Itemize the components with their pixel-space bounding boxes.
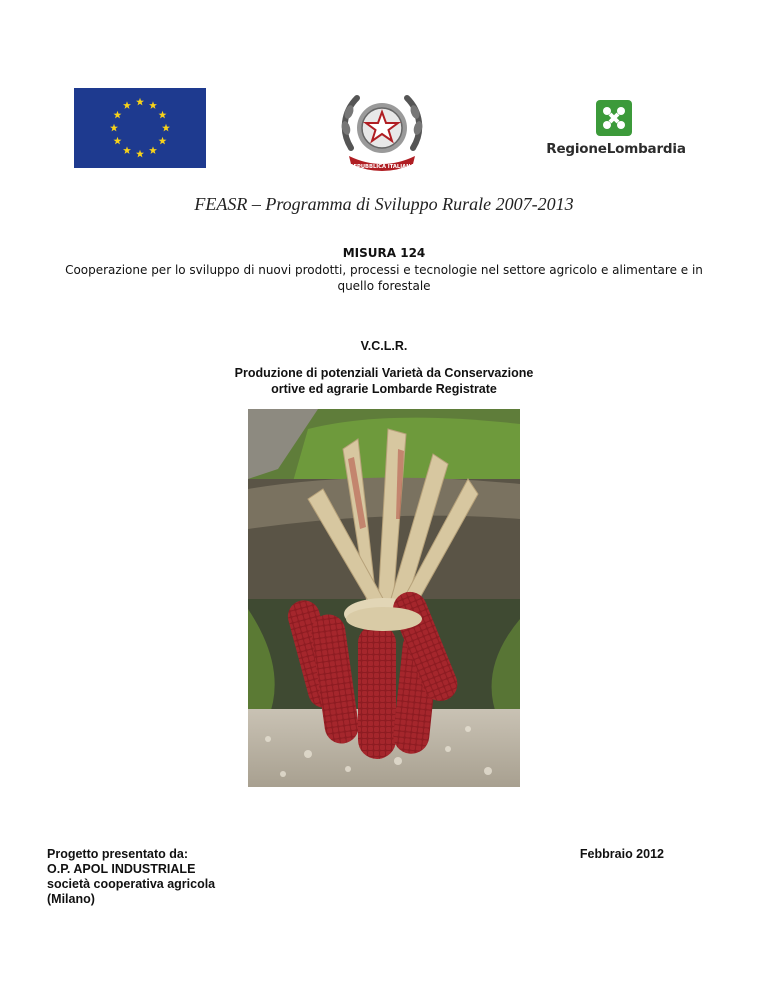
- misura-title: MISURA 124: [342, 246, 426, 260]
- red-corn-photo: [248, 409, 520, 787]
- document-date: Febbraio 2012: [579, 847, 664, 861]
- project-title: [0, 365, 768, 397]
- presenter-label: Progetto presentato da:: [47, 847, 188, 861]
- misura-description: [40, 262, 728, 294]
- italian-republic-emblem-icon: [337, 88, 427, 178]
- presenter-type: società cooperativa agricola: [47, 877, 216, 891]
- regione-lombardia-icon: [596, 100, 632, 136]
- project-title-line1: Produzione di potenziali Varietà da Conservazione: [234, 366, 534, 380]
- presenter-org: O.P. APOL INDUSTRIALE: [47, 862, 196, 876]
- emblem-ribbon-text: REPUBBLICA ITALIANA: [349, 164, 415, 170]
- eu-flag-icon: [74, 88, 206, 168]
- misura-description-line2: quello forestale: [337, 279, 431, 293]
- project-title-line2: ortive ed agrarie Lombarde Registrate: [271, 382, 497, 396]
- program-title: FEASR – Programma di Sviluppo Rurale 2007-2013: [194, 194, 574, 214]
- regione-name: RegioneLombardia: [546, 141, 686, 157]
- project-acronym: V.C.L.R.: [360, 339, 408, 353]
- presenter-block: [47, 847, 307, 907]
- presenter-location: (Milano): [47, 892, 95, 906]
- misura-description-line1: Cooperazione per lo sviluppo di nuovi prodotti, processi e tecnologie nel settore agricolo e alimentare e in: [65, 263, 703, 277]
- regione-lombardia-logo: [536, 100, 696, 160]
